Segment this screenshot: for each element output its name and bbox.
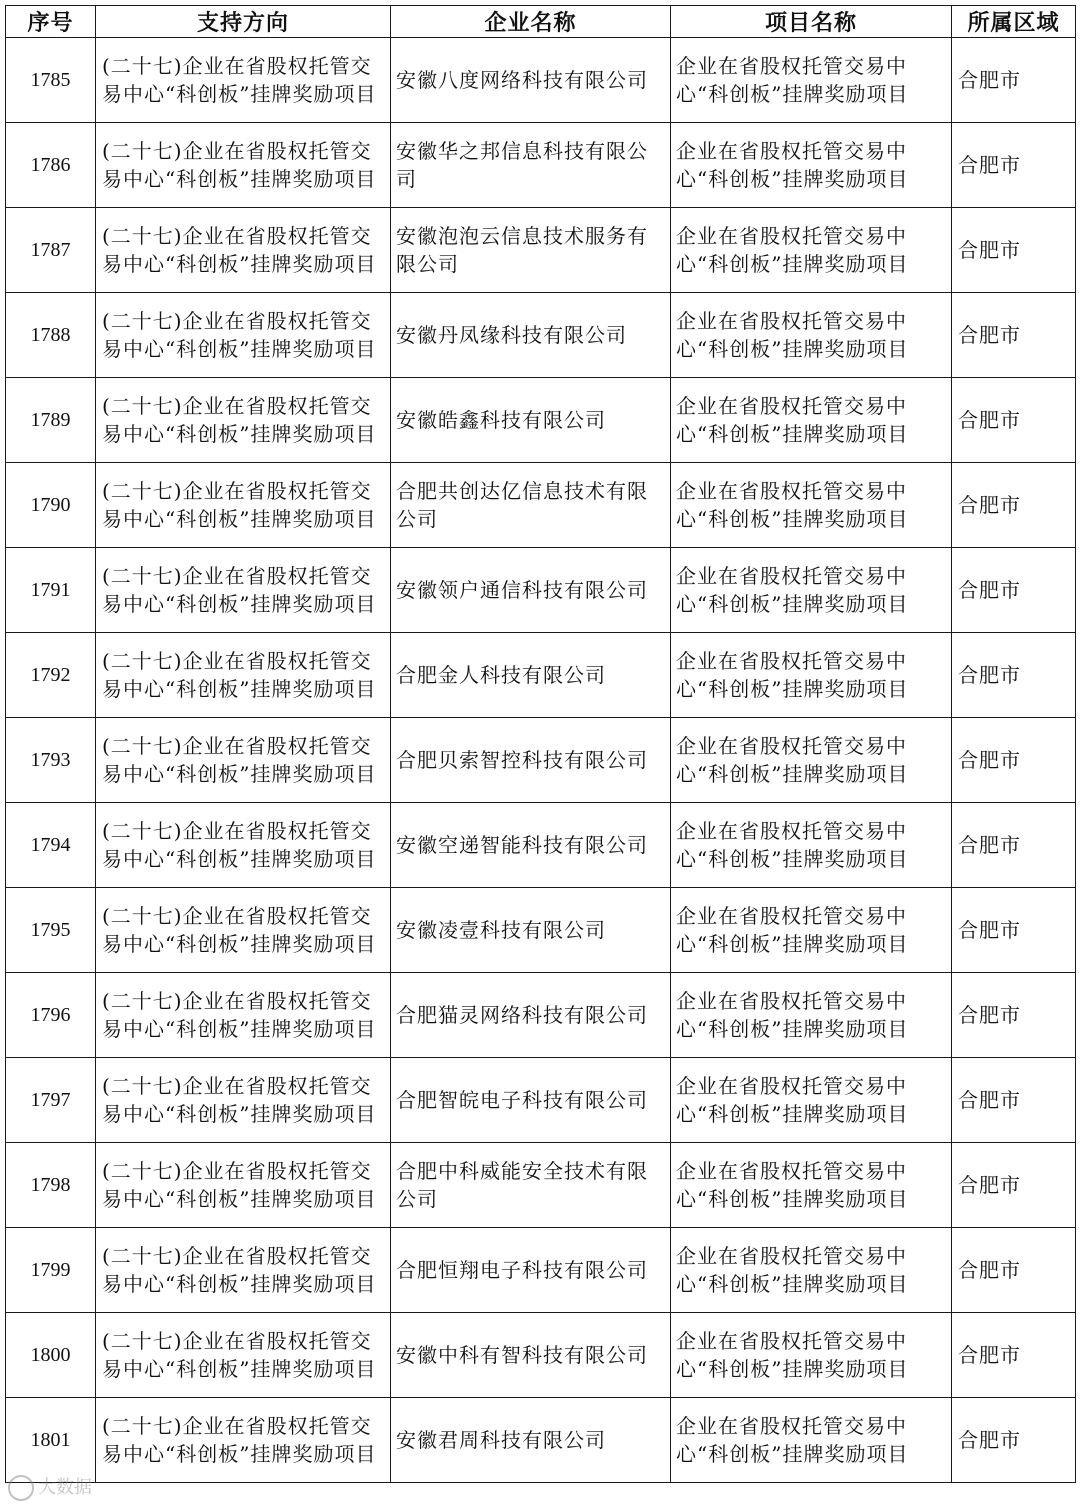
cell-project-name: 企业在省股权托管交易中心“科创板”挂牌奖励项目 — [671, 293, 952, 378]
cell-index: 1800 — [6, 1313, 96, 1398]
cell-project-name: 企业在省股权托管交易中心“科创板”挂牌奖励项目 — [671, 1228, 952, 1313]
cell-project-name: 企业在省股权托管交易中心“科创板”挂牌奖励项目 — [671, 633, 952, 718]
cell-support-direction: (二十七)企业在省股权托管交易中心“科创板”挂牌奖励项目 — [96, 293, 391, 378]
cell-index: 1792 — [6, 633, 96, 718]
table-row — [6, 718, 1076, 803]
cell-project-name: 企业在省股权托管交易中心“科创板”挂牌奖励项目 — [671, 973, 952, 1058]
cell-region: 合肥市 — [952, 38, 1076, 123]
table-body — [6, 38, 1076, 1483]
cell-enterprise-name: 安徽凌壹科技有限公司 — [391, 888, 671, 973]
cell-support-direction: (二十七)企业在省股权托管交易中心“科创板”挂牌奖励项目 — [96, 1313, 391, 1398]
table-row — [6, 548, 1076, 633]
cell-support-direction: (二十七)企业在省股权托管交易中心“科创板”挂牌奖励项目 — [96, 803, 391, 888]
cell-index: 1796 — [6, 973, 96, 1058]
cell-project-name: 企业在省股权托管交易中心“科创板”挂牌奖励项目 — [671, 803, 952, 888]
cell-support-direction: (二十七)企业在省股权托管交易中心“科创板”挂牌奖励项目 — [96, 973, 391, 1058]
cell-enterprise-name: 安徽中科有智科技有限公司 — [391, 1313, 671, 1398]
watermark-text: 大数据 — [38, 1477, 92, 1498]
cell-index: 1790 — [6, 463, 96, 548]
award-list-sheet — [5, 5, 1075, 1483]
cell-project-name: 企业在省股权托管交易中心“科创板”挂牌奖励项目 — [671, 463, 952, 548]
cell-support-direction: (二十七)企业在省股权托管交易中心“科创板”挂牌奖励项目 — [96, 378, 391, 463]
header-project-name: 项目名称 — [671, 6, 952, 38]
header-enterprise-name: 企业名称 — [391, 6, 671, 38]
cell-region: 合肥市 — [952, 1143, 1076, 1228]
cell-region: 合肥市 — [952, 1058, 1076, 1143]
cell-project-name: 企业在省股权托管交易中心“科创板”挂牌奖励项目 — [671, 1143, 952, 1228]
cell-region: 合肥市 — [952, 1228, 1076, 1313]
cell-enterprise-name: 合肥恒翔电子科技有限公司 — [391, 1228, 671, 1313]
table-row — [6, 123, 1076, 208]
cell-region: 合肥市 — [952, 208, 1076, 293]
cell-index: 1785 — [6, 38, 96, 123]
cell-enterprise-name: 安徽丹凤缘科技有限公司 — [391, 293, 671, 378]
cell-region: 合肥市 — [952, 463, 1076, 548]
table-row — [6, 973, 1076, 1058]
cell-index: 1786 — [6, 123, 96, 208]
cell-enterprise-name: 合肥共创达亿信息技术有限公司 — [391, 463, 671, 548]
cell-project-name: 企业在省股权托管交易中心“科创板”挂牌奖励项目 — [671, 1058, 952, 1143]
cell-project-name: 企业在省股权托管交易中心“科创板”挂牌奖励项目 — [671, 38, 952, 123]
cell-region: 合肥市 — [952, 888, 1076, 973]
table-row — [6, 803, 1076, 888]
cell-project-name: 企业在省股权托管交易中心“科创板”挂牌奖励项目 — [671, 1398, 952, 1483]
cell-region: 合肥市 — [952, 548, 1076, 633]
table-row — [6, 208, 1076, 293]
table-row — [6, 1313, 1076, 1398]
table-row — [6, 1058, 1076, 1143]
cell-support-direction: (二十七)企业在省股权托管交易中心“科创板”挂牌奖励项目 — [96, 1143, 391, 1228]
cell-index: 1789 — [6, 378, 96, 463]
cell-region: 合肥市 — [952, 1398, 1076, 1483]
header-region: 所属区域 — [952, 6, 1076, 38]
cell-enterprise-name: 安徽君周科技有限公司 — [391, 1398, 671, 1483]
header-index: 序号 — [6, 6, 96, 38]
cell-region: 合肥市 — [952, 633, 1076, 718]
cell-region: 合肥市 — [952, 803, 1076, 888]
cell-enterprise-name: 安徽华之邦信息科技有限公司 — [391, 123, 671, 208]
cell-region: 合肥市 — [952, 1313, 1076, 1398]
cell-index: 1787 — [6, 208, 96, 293]
table-row — [6, 378, 1076, 463]
cell-region: 合肥市 — [952, 718, 1076, 803]
table-row — [6, 1143, 1076, 1228]
cell-enterprise-name: 安徽泡泡云信息技术服务有限公司 — [391, 208, 671, 293]
cell-region: 合肥市 — [952, 123, 1076, 208]
cell-enterprise-name: 合肥贝索智控科技有限公司 — [391, 718, 671, 803]
cell-index: 1798 — [6, 1143, 96, 1228]
cell-region: 合肥市 — [952, 973, 1076, 1058]
cell-index: 1793 — [6, 718, 96, 803]
cell-enterprise-name: 合肥智皖电子科技有限公司 — [391, 1058, 671, 1143]
cell-index: 1788 — [6, 293, 96, 378]
cell-enterprise-name: 安徽领户通信科技有限公司 — [391, 548, 671, 633]
cell-enterprise-name: 安徽空递智能科技有限公司 — [391, 803, 671, 888]
cell-support-direction: (二十七)企业在省股权托管交易中心“科创板”挂牌奖励项目 — [96, 463, 391, 548]
cell-enterprise-name: 安徽皓鑫科技有限公司 — [391, 378, 671, 463]
cell-support-direction: (二十七)企业在省股权托管交易中心“科创板”挂牌奖励项目 — [96, 1058, 391, 1143]
cell-index: 1794 — [6, 803, 96, 888]
cell-project-name: 企业在省股权托管交易中心“科创板”挂牌奖励项目 — [671, 208, 952, 293]
cell-support-direction: (二十七)企业在省股权托管交易中心“科创板”挂牌奖励项目 — [96, 123, 391, 208]
cell-index: 1801 — [6, 1398, 96, 1483]
cell-support-direction: (二十七)企业在省股权托管交易中心“科创板”挂牌奖励项目 — [96, 718, 391, 803]
cell-project-name: 企业在省股权托管交易中心“科创板”挂牌奖励项目 — [671, 548, 952, 633]
cell-enterprise-name: 安徽八度网络科技有限公司 — [391, 38, 671, 123]
table-row — [6, 463, 1076, 548]
cell-support-direction: (二十七)企业在省股权托管交易中心“科创板”挂牌奖励项目 — [96, 1228, 391, 1313]
cell-enterprise-name: 合肥中科威能安全技术有限公司 — [391, 1143, 671, 1228]
cell-support-direction: (二十七)企业在省股权托管交易中心“科创板”挂牌奖励项目 — [96, 633, 391, 718]
cell-region: 合肥市 — [952, 378, 1076, 463]
cell-support-direction: (二十七)企业在省股权托管交易中心“科创板”挂牌奖励项目 — [96, 888, 391, 973]
table-row — [6, 293, 1076, 378]
cell-support-direction: (二十七)企业在省股权托管交易中心“科创板”挂牌奖励项目 — [96, 38, 391, 123]
cell-support-direction: (二十七)企业在省股权托管交易中心“科创板”挂牌奖励项目 — [96, 1398, 391, 1483]
cell-region: 合肥市 — [952, 293, 1076, 378]
cell-project-name: 企业在省股权托管交易中心“科创板”挂牌奖励项目 — [671, 1313, 952, 1398]
cell-enterprise-name: 合肥金人科技有限公司 — [391, 633, 671, 718]
cell-project-name: 企业在省股权托管交易中心“科创板”挂牌奖励项目 — [671, 888, 952, 973]
award-table — [5, 5, 1076, 1483]
header-support-direction: 支持方向 — [96, 6, 391, 38]
cell-enterprise-name: 合肥猫灵网络科技有限公司 — [391, 973, 671, 1058]
table-row — [6, 633, 1076, 718]
cell-index: 1799 — [6, 1228, 96, 1313]
cell-support-direction: (二十七)企业在省股权托管交易中心“科创板”挂牌奖励项目 — [96, 548, 391, 633]
cell-index: 1797 — [6, 1058, 96, 1143]
cell-project-name: 企业在省股权托管交易中心“科创板”挂牌奖励项目 — [671, 378, 952, 463]
table-row — [6, 1228, 1076, 1313]
table-row — [6, 1398, 1076, 1483]
cell-index: 1791 — [6, 548, 96, 633]
table-row — [6, 888, 1076, 973]
cell-support-direction: (二十七)企业在省股权托管交易中心“科创板”挂牌奖励项目 — [96, 208, 391, 293]
table-row — [6, 38, 1076, 123]
table-header-row — [6, 6, 1076, 38]
cell-project-name: 企业在省股权托管交易中心“科创板”挂牌奖励项目 — [671, 718, 952, 803]
cell-project-name: 企业在省股权托管交易中心“科创板”挂牌奖励项目 — [671, 123, 952, 208]
cell-index: 1795 — [6, 888, 96, 973]
